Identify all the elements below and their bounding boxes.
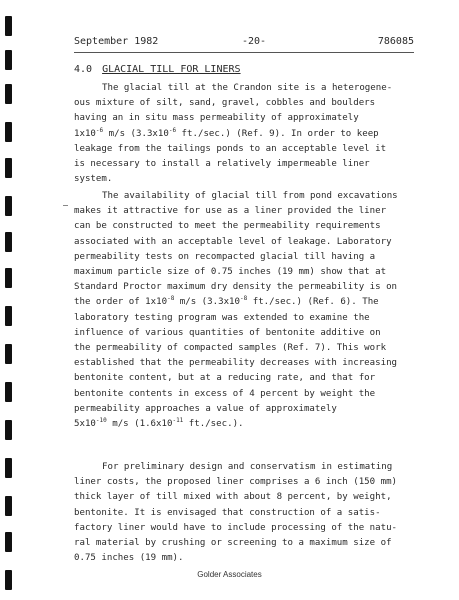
text-line: thick layer of till mixed with about 8 percent, by weight,	[74, 492, 392, 503]
binding-hole-mark	[5, 232, 12, 252]
exponent: -11	[172, 417, 184, 425]
text-line	[74, 417, 410, 432]
text-line: The glacial till at the Crandon site is a heterogene-	[102, 83, 393, 93]
binding-hole-mark	[5, 50, 12, 70]
text-line: is necessary to install a relatively impermeable liner	[74, 159, 370, 170]
text-line: permeability tests on recompacted glacial till having a	[74, 251, 376, 262]
section-number: 4.0	[74, 64, 93, 75]
footer-company: Golder Associates	[197, 570, 262, 579]
header-date: September 1982	[74, 36, 159, 47]
text-line: laboratory testing program was extended to examine the	[74, 312, 370, 323]
header-document-number: 786085	[377, 36, 414, 47]
binding-hole-mark	[5, 382, 12, 402]
text-line: For preliminary design and conservatism in estimating	[102, 462, 393, 472]
text-line: bentonite contents in excess of 4 percent by weight the	[74, 388, 376, 399]
text-line: influence of various quantities of bentonite additive on	[74, 327, 381, 338]
text-line: having an in situ mass permeability of approximately	[74, 113, 359, 124]
text-line: factory liner would have to include processing of the natu-	[74, 522, 398, 533]
page-header	[74, 36, 414, 52]
binding-hole-mark	[5, 458, 12, 478]
text-line: The availability of glacial till from pond excavations	[102, 191, 398, 201]
binding-hole-mark	[5, 122, 12, 142]
text-line: bentonite. It is envisaged that construction of a satis-	[74, 507, 381, 518]
text-line: associated with an acceptable level of leakage. Laboratory	[74, 236, 392, 247]
exponent: -6	[168, 126, 177, 134]
text-line: ral material by crushing or screening to a maximum size of	[74, 538, 392, 549]
binding-hole-mark	[5, 344, 12, 364]
header-page-number: -20-	[242, 36, 267, 47]
text-run: ft./sec.) (Ref. 9). In order to keep	[176, 128, 379, 139]
text-run: m/s (1.6x10	[106, 419, 173, 430]
text-run: ft./sec.).	[183, 419, 244, 430]
section-title: GLACIAL TILL FOR LINERS	[102, 64, 241, 75]
text-run: ft./sec.) (Ref. 6). The	[247, 297, 379, 308]
text-run: the order of 1x10	[74, 297, 168, 308]
binding-hole-mark	[5, 196, 12, 216]
binding-hole-mark	[5, 16, 12, 36]
binding-hole-mark	[5, 306, 12, 326]
header-rule	[74, 52, 414, 53]
text-line: system.	[74, 174, 113, 185]
binding-hole-mark	[5, 532, 12, 552]
binding-holes	[5, 12, 14, 592]
exponent: -8	[240, 295, 248, 303]
text-line: makes it attractive for use as a liner provided the liner	[74, 206, 387, 217]
paragraph-1	[74, 81, 410, 187]
text-line: leakage from the tailings ponds to an acceptable level it	[74, 143, 387, 154]
text-run: 1x10	[74, 128, 96, 139]
section-heading	[74, 64, 241, 75]
text-line: Standard Proctor maximum dry density the permeability is on	[74, 282, 398, 293]
exponent: -8	[167, 295, 175, 303]
text-run: 5x10	[74, 419, 96, 430]
text-line: established that the permeability decreases with increasing	[74, 358, 398, 369]
text-run: m/s (3.3x10	[174, 297, 241, 308]
text-line	[74, 295, 410, 310]
text-line: ous mixture of silt, sand, gravel, cobbles and boulders	[74, 98, 376, 109]
text-line: liner costs, the proposed liner comprises a 6 inch (150 mm)	[74, 477, 398, 488]
exponent: -6	[95, 126, 104, 134]
binding-hole-mark	[5, 420, 12, 440]
binding-hole-mark	[5, 496, 12, 516]
text-line	[74, 127, 410, 142]
exponent: -10	[95, 417, 107, 425]
margin-mark	[63, 205, 68, 206]
text-line: bentonite content, but at a reducing rate, and that for	[74, 373, 376, 384]
binding-hole-mark	[5, 158, 12, 178]
text-line: the permeability of compacted samples (Ref. 7). This work	[74, 343, 387, 354]
binding-hole-mark	[5, 84, 12, 104]
paragraph-3	[74, 460, 410, 566]
binding-hole-mark	[5, 268, 12, 288]
paragraph-2	[74, 189, 410, 432]
text-line: 0.75 inches (19 mm).	[74, 553, 184, 564]
text-line: can be constructed to meet the permeability requirements	[74, 221, 381, 232]
text-line: permeability approaches a value of approximately	[74, 403, 337, 414]
text-run: m/s (3.3x10	[103, 128, 169, 139]
text-line: maximum particle size of 0.75 inches (19 mm) show that at	[74, 267, 387, 278]
